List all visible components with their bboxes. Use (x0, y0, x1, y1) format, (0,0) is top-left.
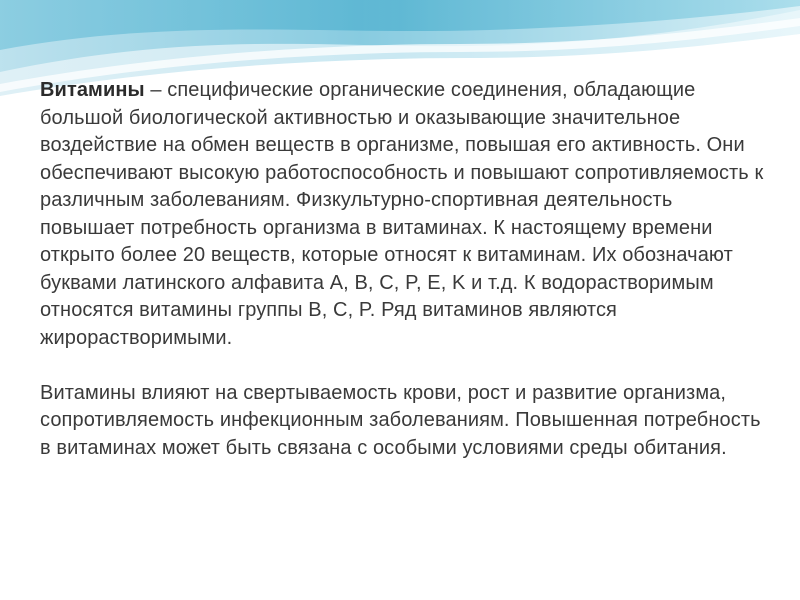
paragraph-vitamins-effects: Витамины влияют на свертываемость крови, рост и развитие организма, сопротивляемость инфекционным заболеваниям. Повышенная потребность в витаминах может быть связана с особыми условиями среды обитания. (40, 381, 761, 459)
term-vitamins: Витамины (40, 79, 145, 101)
slide-content (40, 77, 770, 462)
definition-text: – специфические органические соединения, обладающие большой биологической активностью и оказывающие значительное воздействие на обмен веществ в организме, повышая его активность. Они обеспечивают высокую работоспособность и повышают сопротивляемость к различным заболеваниям. Физкультурно-спортивная деятельность повышает потребность организма в витаминах. К настоящему времени открыто более 20 веществ, которые относят к витаминам. Их обозначают буквами латинского алфавита A, B, C, P, E, K и т.д. К водорастворимым относятся витамины группы B, C, P. Ряд витаминов являются жирорастворимыми. (40, 79, 764, 349)
paragraph-vitamins-definition (40, 77, 770, 352)
